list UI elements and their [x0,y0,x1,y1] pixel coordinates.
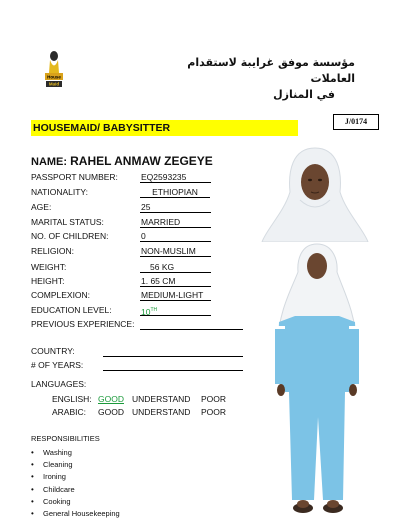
field-label: WEIGHT: [31,262,67,272]
education-sup: TH [150,307,158,313]
field-value [140,319,243,330]
field-nationality [31,187,211,198]
arabic-title-line-2: في المنازل [273,88,335,101]
field-label: PREVIOUS EXPERIENCE: [31,319,135,329]
language-name: ARABIC: [52,407,87,417]
field-label: COUNTRY: [31,346,75,356]
list-item: • Ironing [31,471,120,483]
list-item: • General Housekeeping [31,508,120,520]
list-item: • Washing [31,447,120,459]
language-row-english [31,393,231,405]
language-level-understand: UNDERSTAND [132,407,191,417]
list-item: • Cooking [31,496,120,508]
language-level-poor: POOR [201,394,227,404]
name-value: RAHEL ANMAW ZEGEYE [70,154,213,168]
field-label: RELIGION: [31,246,74,256]
field-label: COMPLEXION: [31,290,91,300]
list-item: • Childcare [31,484,120,496]
field-label: NO. OF CHILDREN: [31,231,109,241]
field-religion [31,246,211,257]
education-value [140,305,211,316]
field-years [31,360,211,371]
language-name: ENGLISH: [52,394,92,404]
field-value: 1. 65 CM [140,276,211,287]
field-label: NATIONALITY: [31,187,88,197]
arabic-title-line-1: مؤسسة موفق غرايبة لاستقدام العاملات [187,56,355,85]
field-marital-status [31,217,211,228]
full-body-photo [265,242,370,522]
field-label: EDUCATION LEVEL: [31,305,112,315]
position-banner: HOUSEMAID/ BABYSITTER [31,120,298,136]
responsibilities-title: RESPONSIBILITIES [31,434,100,443]
agency-arabic-title [165,55,355,103]
field-value: 0 [140,231,211,242]
field-children [31,231,211,242]
language-level-good: GOOD [98,407,124,417]
field-complexion [31,290,211,301]
field-value: MARRIED [140,217,211,228]
field-passport [31,172,211,183]
field-country [31,346,211,357]
language-row-arabic [31,406,231,418]
field-label: HEIGHT: [31,276,65,286]
field-weight [31,262,211,273]
name-label: NAME: [31,156,68,168]
language-level-poor: POOR [201,407,227,417]
field-value: NON-MUSLIM [140,246,211,257]
field-value [103,360,243,371]
field-value: EQ2593235 [140,172,211,183]
education-number: 10 [141,306,151,317]
languages-title: LANGUAGES: [31,379,87,389]
field-value [103,346,243,357]
field-previous-experience [31,319,211,330]
field-value: 56 KG [140,262,211,273]
field-value: ETHIOPIAN [140,187,210,198]
list-item: • Cleaning [31,459,120,471]
field-label: # OF YEARS: [31,360,84,370]
field-label: MARITAL STATUS: [31,217,104,227]
logo-text-maid: Maid [48,81,60,87]
field-height [31,276,211,287]
language-level-understand: UNDERSTAND [132,394,191,404]
housemaid-logo-icon [44,47,64,93]
field-age [31,202,211,213]
candidate-name [31,154,213,168]
field-value: 25 [140,202,211,213]
logo-text-house: House [47,74,61,80]
reference-number: J/0174 [333,114,379,130]
language-level-good: GOOD [98,394,124,404]
field-label: PASSPORT NUMBER: [31,172,118,182]
field-education [31,305,211,316]
field-label: AGE: [31,202,52,212]
portrait-photo [260,142,370,242]
field-value: MEDIUM-LIGHT [140,290,211,301]
responsibilities-list [31,447,120,520]
